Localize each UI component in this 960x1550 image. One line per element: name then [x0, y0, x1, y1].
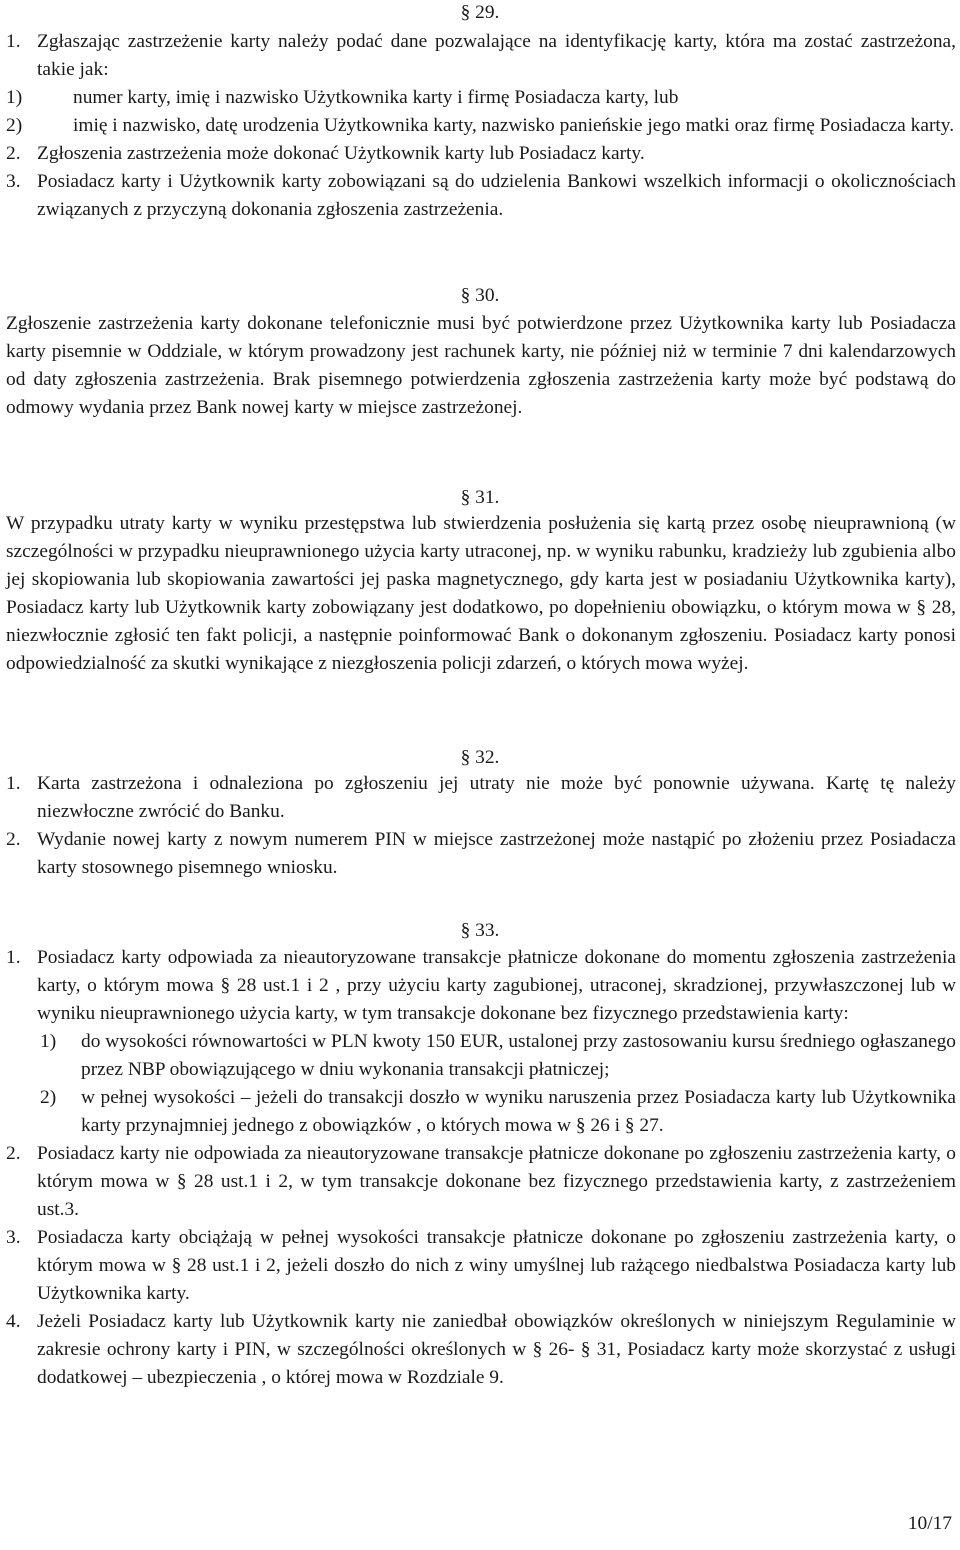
paragraph-31: W przypadku utraty karty w wyniku przestępstwa lub stwierdzenia posłużenia się kartą przez osobę nieuprawnioną (w szczególności w przypadku nieuprawnionego użycia karty utraconej, np. w wyniku rabunku, kradzieży lub zgubienia albo jej skopiowania lub skopiowania zawartości jej paska magnetycznego, gdy karta jest w posiadaniu Użytkownika karty), Posiadacz karty lub Użytkownik karty zobowiązany jest dodatkowo, po dopełnieniu obowiązku, o którym mowa w § 28, niezwłocznie zgłosić ten fakt policji, a następnie poinformować Bank o dokonanym zgłoszeniu. Posiadacz karty ponosi odpowiedzialność za skutki wynikające z niezgłoszenia policji zdarzeń, o których mowa wyżej. — [6, 513, 956, 674]
paragraph-number: 1. — [6, 947, 21, 968]
section-29-body — [6, 28, 956, 224]
paragraph-text: Wydanie nowej karty z nowym numerem PIN w miejsce zastrzeżonej może nastąpić po złożeniu przez Posiadacza karty stosownego pisemnego wniosku. — [37, 829, 956, 878]
list-item-29-1-2 — [6, 112, 956, 140]
section-heading-31: § 31. — [460, 487, 500, 508]
paragraph-number: 1. — [6, 31, 21, 52]
paragraph-33-1 — [6, 944, 956, 1028]
list-text: w pełnej wysokości – jeżeli do transakcji doszło w wyniku naruszenia przez Posiadacza karty lub Użytkownika karty przynajmniej jednego z obowiązków , o których mowa w § 26 i § 27. — [81, 1087, 956, 1136]
paragraph-number: 1. — [6, 773, 21, 794]
paragraph-number: 4. — [6, 1311, 21, 1332]
paragraph-33-2 — [6, 1140, 956, 1224]
list-text: numer karty, imię i nazwisko Użytkownika karty i firmę Posiadacza karty, lub — [73, 87, 679, 108]
section-30-body — [6, 310, 956, 422]
paragraph-32-1 — [6, 770, 956, 826]
section-33-body — [6, 944, 956, 1392]
paragraph-33-3 — [6, 1224, 956, 1308]
section-heading-30: § 30. — [460, 285, 500, 306]
list-number: 2) — [40, 1087, 57, 1108]
section-heading-32: § 32. — [460, 747, 500, 768]
paragraph-29-2 — [6, 140, 956, 168]
list-text: imię i nazwisko, datę urodzenia Użytkownika karty, nazwisko panieńskie jego matki oraz firmę Posiadacza karty. — [73, 115, 955, 136]
paragraph-number: 3. — [6, 1227, 21, 1248]
paragraph-33-4 — [6, 1308, 956, 1392]
paragraph-text: Posiadacza karty obciążają w pełnej wysokości transakcje płatnicze dokonane po zgłoszeniu zastrzeżenia karty, o którym mowa w § 28 ust.1 i 2, jeżeli doszło do nich z winy umyślnej lub rażącego niedbalstwa Posiadacza karty lub Użytkownika karty. — [37, 1227, 956, 1304]
section-heading-29: § 29. — [460, 2, 500, 23]
paragraph-29-1 — [6, 28, 956, 84]
paragraph-29-3 — [6, 168, 956, 224]
paragraph-number: 2. — [6, 143, 21, 164]
paragraph-number: 3. — [6, 171, 21, 192]
paragraph-text: Jeżeli Posiadacz karty lub Użytkownik karty nie zaniedbał obowiązków określonych w niniejszym Regulaminie w zakresie ochrony karty i PIN, w szczególności określonych w § 26- § 31, Posiadacz karty może skorzystać z usługi dodatkowej – ubezpieczenia , o której mowa w Rozdziale 9. — [37, 1311, 956, 1388]
list-item-29-1-1 — [6, 84, 956, 112]
paragraph-32-2 — [6, 826, 956, 882]
list-number: 2) — [6, 115, 23, 136]
list-item-33-1-1 — [6, 1028, 956, 1084]
section-32-body — [6, 770, 956, 882]
section-31-body — [6, 510, 956, 678]
paragraph-text: Karta zastrzeżona i odnaleziona po zgłoszeniu jej utraty nie może być ponownie używana. Kartę tę należy niezwłoczne zwrócić do Banku. — [37, 773, 956, 822]
paragraph-text: Posiadacz karty nie odpowiada za nieautoryzowane transakcje płatnicze dokonane po zgłoszeniu zastrzeżenia karty, o którym mowa w § 28 ust.1 i 2, w tym transakcje dokonane bez fizycznego przedstawienia karty, z zastrzeżeniem ust.3. — [37, 1143, 956, 1220]
paragraph-text: Zgłoszenia zastrzeżenia może dokonać Użytkownik karty lub Posiadacz karty. — [37, 143, 645, 164]
list-number: 1) — [40, 1031, 57, 1052]
page-number: 10/17 — [907, 1513, 952, 1534]
paragraph-number: 2. — [6, 1143, 21, 1164]
list-item-33-1-2 — [6, 1084, 956, 1140]
list-text: do wysokości równowartości w PLN kwoty 150 EUR, ustalonej przy zastosowaniu kursu średniego ogłaszanego przez NBP obowiązującego w dniu wykonania transakcji płatniczej; — [81, 1031, 956, 1080]
paragraph-text: Zgłaszając zastrzeżenie karty należy podać dane pozwalające na identyfikację karty, która ma zostać zastrzeżona, takie jak: — [37, 31, 956, 80]
paragraph-30: Zgłoszenie zastrzeżenia karty dokonane telefonicznie musi być potwierdzone przez Użytkownika karty lub Posiadacza karty pisemnie w Oddziale, w którym prowadzony jest rachunek karty, nie później niż w terminie 7 dni kalendarzowych od daty zgłoszenia zastrzeżenia. Brak pisemnego potwierdzenia zgłoszenia zastrzeżenia karty może być podstawą do odmowy wydania przez Bank nowej karty w miejsce zastrzeżonej. — [6, 313, 956, 418]
paragraph-text: Posiadacz karty odpowiada za nieautoryzowane transakcje płatnicze dokonane do momentu zgłoszenia zastrzeżenia karty, o którym mowa § 28 ust.1 i 2 , przy użyciu karty zagubionej, utraconej, skradzionej, przywłaszczonej lub w wyniku nieuprawnionego użycia karty, w tym transakcje dokonane bez fizycznego przedstawienia karty: — [37, 947, 956, 1024]
paragraph-number: 2. — [6, 829, 21, 850]
section-heading-33: § 33. — [460, 920, 500, 941]
paragraph-text: Posiadacz karty i Użytkownik karty zobowiązani są do udzielenia Bankowi wszelkich informacji o okolicznościach związanych z przyczyną dokonania zgłoszenia zastrzeżenia. — [37, 171, 956, 220]
list-number: 1) — [6, 87, 23, 108]
